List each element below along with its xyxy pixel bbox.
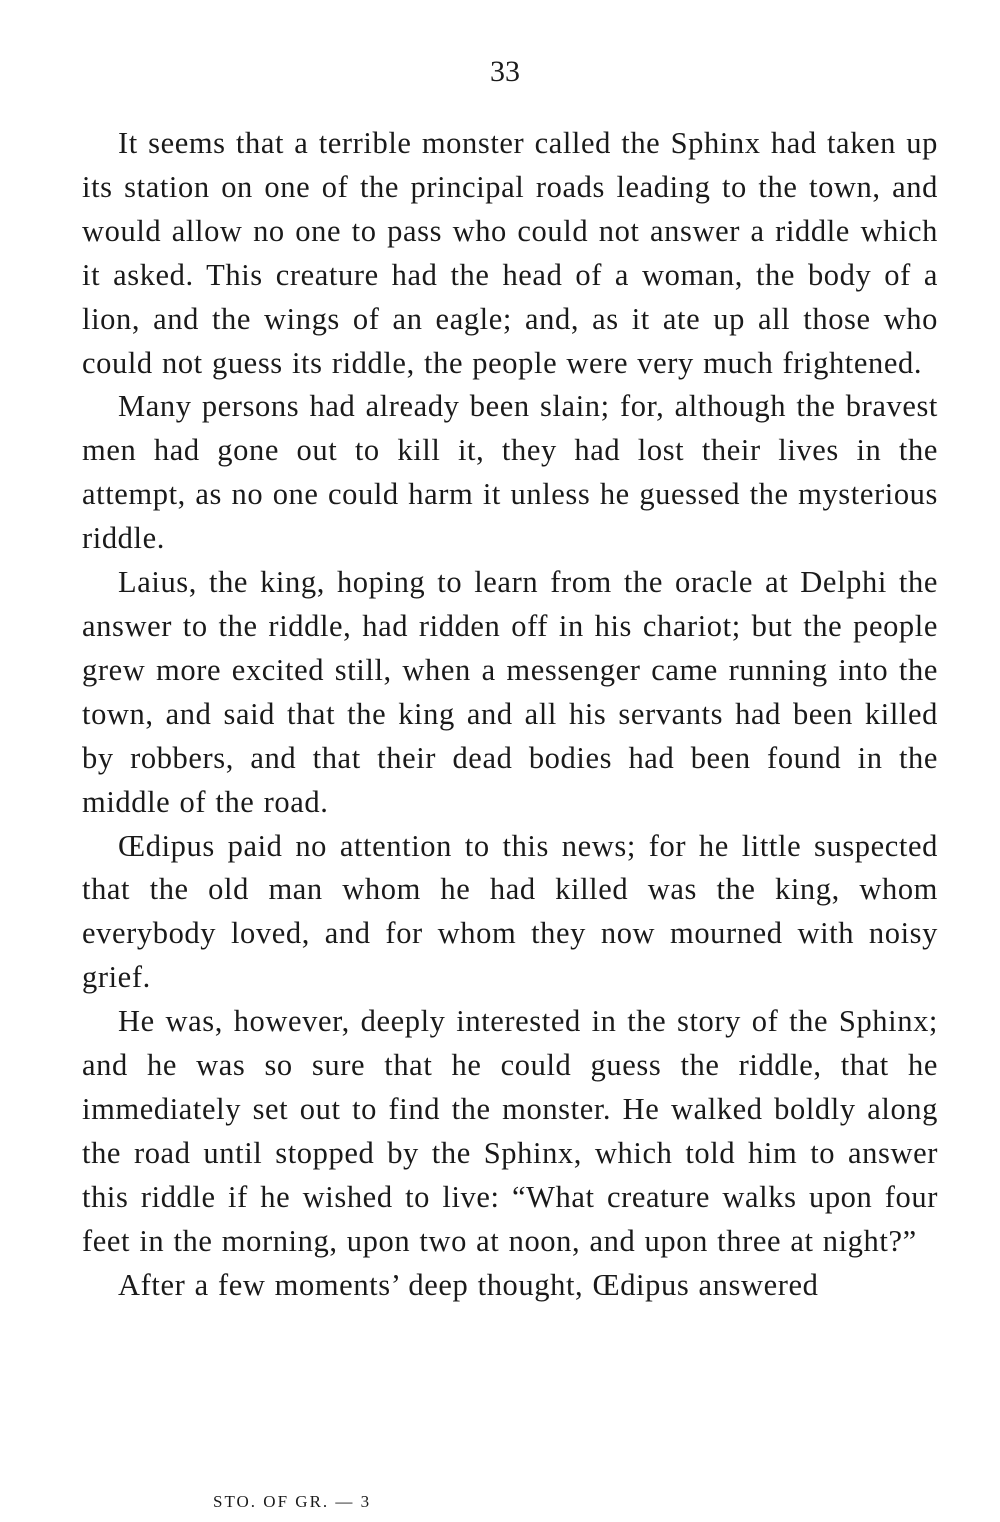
paragraph-many-slain: Many persons had already been slain; for, although the bravest men had gone out to kill it, they had lost their lives in the attempt, as no one could harm it unless he guessed the mysterious riddle. xyxy=(82,389,938,556)
signature-mark: STO. OF GR. — 3 xyxy=(213,1492,372,1511)
paragraph-riddle: He was, however, deeply interested in the story of the Sphinx; and he was so sure that he could guess the riddle, that he immediately set out to find the monster. He walked boldly along the road until stopped by the Sphinx, which told him to answer this riddle if he wished to live: “What creature walks upon four feet in the morning, upon two at noon, and upon three at night?” xyxy=(82,1004,938,1258)
paragraph-oedipus-answers: After a few moments’ deep thought, Œdipus answered xyxy=(118,1267,819,1302)
page-number: 33 xyxy=(490,55,520,88)
body-text xyxy=(82,122,938,1307)
paragraph-laius-killed: Laius, the king, hoping to learn from the oracle at Delphi the answer to the riddle, had ridden off in his chariot; but the people grew more excited still, when a messenger came running into the town, and said that the king and all his servants had been killed by robbers, and that their dead bodies had been found in the middle of the road. xyxy=(82,565,938,819)
paragraph-oedipus-ignores-news: Œdipus paid no attention to this news; for he little suspected that the old man whom he had killed was the king, whom everybody loved, and for whom they now mourned with noisy grief. xyxy=(82,828,938,995)
paragraph-sphinx-description: It seems that a terrible monster called the Sphinx had taken up its station on one of the principal roads leading to the town, and would allow no one to pass who could not answer a riddle which it asked. This creature had the head of a woman, the body of a lion, and the wings of an eagle; and, as it ate up all those who could not guess its riddle, the people were very much frightened. xyxy=(82,126,938,380)
